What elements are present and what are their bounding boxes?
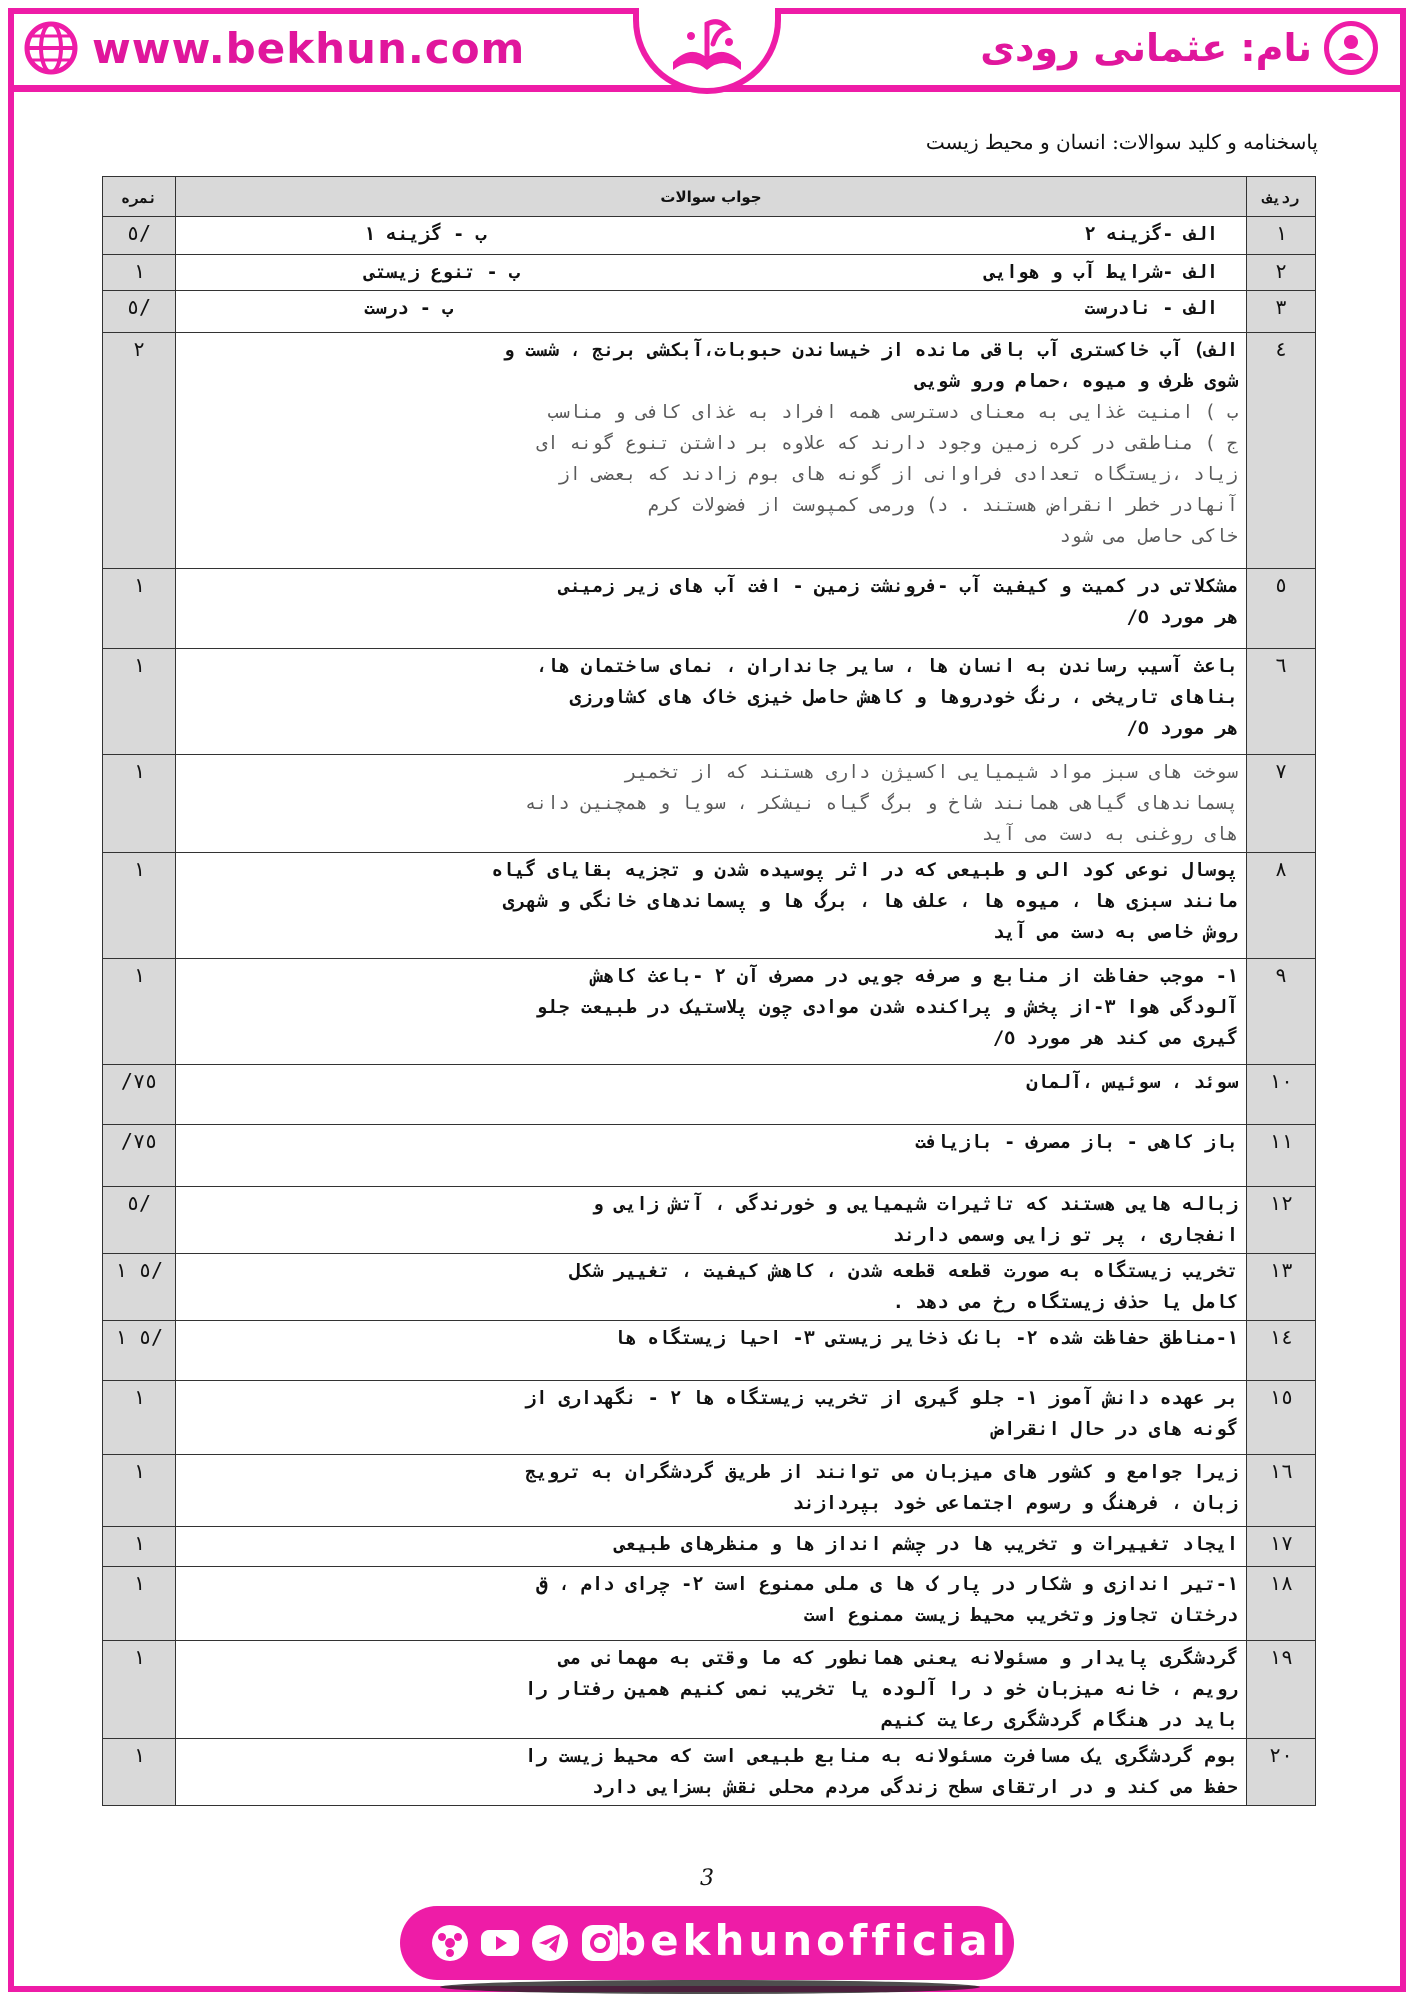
row-number: ١٩: [1247, 1641, 1316, 1739]
answer-line: های روغنی به دست می آید: [981, 824, 1238, 845]
answer-line: درختان تجاوز وتخریب محیط زیست ممنوع است: [803, 1605, 1238, 1626]
answer-line: باید در هنگام گردشگری رعایت کنیم: [881, 1710, 1238, 1731]
header-answers: جواب سوالات: [176, 177, 1247, 217]
answer-line: روش خاصی به دست می آید: [992, 922, 1238, 943]
answer-cell: [176, 1065, 1247, 1125]
footer-social-bar: [400, 1906, 1014, 1980]
telegram-icon[interactable]: [530, 1923, 570, 1963]
row-score: /٥ ١: [103, 1321, 176, 1381]
globe-icon: [24, 21, 78, 75]
table-row: [103, 1455, 1316, 1527]
table-row: [103, 1641, 1316, 1739]
table-row: [103, 1739, 1316, 1806]
row-number: ١١: [1247, 1125, 1316, 1187]
row-number: ١٦: [1247, 1455, 1316, 1527]
answer-line: هر مورد ٥/: [1126, 607, 1238, 628]
answer-cell: [176, 1254, 1247, 1321]
answer-line: حفظ می کند و در ارتقای سطح زندگی مردم محلی نقش بسزایی دارد: [591, 1777, 1238, 1798]
answer-line: انفجاری ، پر تو زایی وسمی دارند: [892, 1225, 1238, 1246]
answer-line: آلودگی هوا ٣-از پخش و پراکنده شدن موادی چون پلاستیک در طبیعت جلو: [536, 997, 1238, 1018]
user-icon: [1324, 21, 1378, 75]
answer-line: ایجاد تغییرات و تخریب ها در چشم انداز ها و منظرهای طبیعی: [614, 1534, 1238, 1555]
answer-line: ١- موجب حفاظت از منابع و صرفه جویی در مصرف آن ٢ -باعث کاهش: [591, 966, 1238, 987]
answer-cell: [176, 1567, 1247, 1641]
row-score: ١: [103, 1567, 176, 1641]
answer-line: الف -شرایط آب و هوایی: [984, 262, 1218, 283]
table-row: [103, 333, 1316, 569]
answer-cell: [176, 255, 1247, 291]
row-number: ٥: [1247, 569, 1316, 649]
table-row: [103, 217, 1316, 255]
answer-line: الف - نادرست: [1084, 298, 1218, 319]
row-score: ١: [103, 649, 176, 755]
answer-line: پوسال نوعی کود الی و طبیعی که در اثر پوسیده شدن و تجزیه بقایای گیاه: [491, 860, 1238, 881]
answer-line: کامل یا حذف زیستگاه رخ می دهد .: [892, 1292, 1238, 1313]
answer-line: ب - درست: [364, 298, 454, 319]
row-number: ١٧: [1247, 1527, 1316, 1567]
answer-cell: [176, 1321, 1247, 1381]
row-score: /٥: [103, 291, 176, 333]
header-row-number: ردیف: [1247, 177, 1316, 217]
row-number: ٩: [1247, 959, 1316, 1065]
answer-line: رویم ، خانه میزبان خو د را آلوده یا تخریب نمی کنیم همین رفتار را: [525, 1679, 1238, 1700]
answer-cell: [176, 569, 1247, 649]
youtube-icon[interactable]: [480, 1923, 520, 1963]
instagram-icon[interactable]: [580, 1923, 620, 1963]
row-number: ١٤: [1247, 1321, 1316, 1381]
answer-line: آنهادر خطر انقراض هستند . د) ورمی کمپوست از فضولات کرم: [647, 495, 1238, 516]
answer-line: گردشگری پایدار و مسئولانه یعنی همانطور که ما وقتی به مهمانی می: [558, 1648, 1238, 1669]
row-score: /٥: [103, 217, 176, 255]
answer-line: ج ) مناطقی در کره زمین وجود دارند که علاوه بر داشتن تنوع گونه ای: [536, 433, 1238, 454]
row-score: ١: [103, 1739, 176, 1806]
row-number: ٤: [1247, 333, 1316, 569]
answer-line: خاکی حاصل می شود: [1059, 526, 1238, 547]
answer-line: باعث آسیب رساندن به انسان ها ، سایر جانداران ، نمای ساختمان ها،: [536, 656, 1238, 677]
website-url[interactable]: www.bekhun.com: [92, 23, 526, 73]
row-number: ١٥: [1247, 1381, 1316, 1455]
book-logo-icon: [661, 14, 753, 84]
table-row: [103, 1187, 1316, 1254]
document-title: پاسخنامه و کلید سوالات: انسان و محیط زیست: [925, 130, 1318, 154]
answer-cell: [176, 291, 1247, 333]
answer-line: پسماندهای گیاهی همانند شاخ و برگ گیاه نیشکر ، سویا و همچنین دانه: [525, 793, 1238, 814]
row-score: ١: [103, 959, 176, 1065]
answer-cell: [176, 1527, 1247, 1567]
row-number: ٢٠: [1247, 1739, 1316, 1806]
answer-line: ب - تنوع زیستی: [364, 262, 520, 283]
answer-line: هر مورد ٥/: [1126, 718, 1238, 739]
answer-line: مشکلاتی در کمیت و کیفیت آب -فرونشت زمین - افت آب های زیر زمینی: [558, 576, 1238, 597]
answer-line: ب ) امنیت غذایی به معنای دسترسی همه افراد به غذای کافی و مناسب: [547, 402, 1238, 423]
answer-line: ب - گزینه ١: [364, 224, 487, 245]
row-score: /٥: [103, 1187, 176, 1254]
row-number: ١٢: [1247, 1187, 1316, 1254]
table-row: [103, 959, 1316, 1065]
answer-cell: [176, 649, 1247, 755]
table-header-row: [103, 177, 1316, 217]
student-name: نام: عثمانی رودی: [980, 26, 1312, 70]
answer-line: الف) آب خاکستری آب باقی مانده از خیساندن حبوبات،آبکشی برنج ، شست و: [502, 340, 1238, 361]
answer-line: سوئد ، سوئیس ،آلمان: [1026, 1072, 1238, 1093]
row-number: ١٠: [1247, 1065, 1316, 1125]
table-row: [103, 853, 1316, 959]
row-score: ٧٥/: [103, 1065, 176, 1125]
table-row: [103, 1567, 1316, 1641]
answer-line: تخریب زیستگاه به صورت قطعه قطعه شدن ، کاهش کیفیت ، تغییر شکل: [569, 1261, 1238, 1282]
answer-cell: [176, 853, 1247, 959]
row-score: ١: [103, 1381, 176, 1455]
answer-line: زیاد ،زیستگاه تعدادی فراوانی از گونه های بوم زادند که بعضی از: [558, 464, 1238, 485]
row-number: ٧: [1247, 755, 1316, 853]
answer-line: بناهای تاریخی ، رنگ خودروها و کاهش حاصل خیزی خاک های کشاورزی: [569, 687, 1238, 708]
row-number: ١٣: [1247, 1254, 1316, 1321]
table-row: [103, 255, 1316, 291]
row-score: /٥ ١: [103, 1254, 176, 1321]
answer-line: ١-تیر اندازی و شکار در پار ک ها ی ملی ممنوع است ٢- چرای دام ، ق: [536, 1574, 1238, 1595]
answer-line: بوم گردشگری یک مسافرت مسئولانه به منابع طبیعی است که محیط زیست را: [525, 1746, 1238, 1767]
row-score: ١: [103, 1527, 176, 1567]
table-row: [103, 1254, 1316, 1321]
row-score: ١: [103, 1641, 176, 1739]
table-row: [103, 1321, 1316, 1381]
answer-cell: [176, 1641, 1247, 1739]
row-number: ٣: [1247, 291, 1316, 333]
row-number: ٢: [1247, 255, 1316, 291]
row-score: ٢: [103, 333, 176, 569]
row-score: ١: [103, 853, 176, 959]
page-number: 3: [700, 1866, 714, 1891]
answer-cell: [176, 1187, 1247, 1254]
table-row: [103, 291, 1316, 333]
answer-cell: [176, 1381, 1247, 1455]
table-row: [103, 755, 1316, 853]
answer-line: شوی ظرف و میوه ،حمام ورو شویی: [914, 371, 1238, 392]
row-score: ١: [103, 1455, 176, 1527]
header-website[interactable]: [24, 18, 525, 78]
row-score: ١: [103, 755, 176, 853]
answer-line: ١-مناطق حفاظت شده ٢- بانک ذخایر زیستی ٣- احیا زیستگاه ها: [614, 1328, 1238, 1349]
answer-line: الف -گزینه ٢: [1084, 224, 1218, 245]
row-score: ١: [103, 255, 176, 291]
footer-shadow: [440, 1980, 980, 1994]
answer-line: گونه های در حال انقراض: [992, 1419, 1238, 1440]
row-number: ١٨: [1247, 1567, 1316, 1641]
header-score: نمره: [103, 177, 176, 217]
footer-handle[interactable]: bekhunofficial: [616, 1916, 1011, 1965]
table-row: [103, 1527, 1316, 1567]
row-number: ١: [1247, 217, 1316, 255]
answer-line: زباله هایی هستند که تاثیرات شیمیایی و خورندگی ، آتش زایی و: [591, 1194, 1238, 1215]
row-number: ٦: [1247, 649, 1316, 755]
answer-cell: [176, 959, 1247, 1065]
answer-line: بر عهده دانش آموز ١- جلو گیری از تخریب زیستگاه ها ٢ - نگهداری از: [525, 1388, 1238, 1409]
answer-line: زیرا جوامع و کشور های میزبان می توانند از طریق گردشگران به ترویج: [525, 1462, 1238, 1483]
answer-cell: [176, 1455, 1247, 1527]
answer-line: مانند سبزی ها ، میوه ها ، علف ها ، برگ ها و پسماندهای خانگی و شهری: [502, 891, 1238, 912]
table-row: [103, 649, 1316, 755]
answer-line: گیری می کند هر مورد ٥/: [992, 1028, 1238, 1049]
table-row: [103, 1381, 1316, 1455]
row-score: ٧٥/: [103, 1125, 176, 1187]
answer-cell: [176, 217, 1247, 255]
header-name: [980, 18, 1378, 78]
table-row: [103, 1065, 1316, 1125]
table-row: [103, 1125, 1316, 1187]
row-score: ١: [103, 569, 176, 649]
podcast-icon[interactable]: [430, 1923, 470, 1963]
answer-table: [102, 176, 1316, 1806]
answer-line: زبان ، فرهنگ و رسوم اجتماعی خود بپردازند: [792, 1493, 1238, 1514]
answer-cell: [176, 1125, 1247, 1187]
answer-cell: [176, 1739, 1247, 1806]
row-number: ٨: [1247, 853, 1316, 959]
answer-line: سوخت های سبز مواد شیمیایی اکسیژن داری هستند که از تخمیر: [625, 762, 1238, 783]
table-row: [103, 569, 1316, 649]
answer-cell: [176, 333, 1247, 569]
answer-line: باز کاهی - باز مصرف - بازیافت: [914, 1132, 1238, 1153]
answer-cell: [176, 755, 1247, 853]
